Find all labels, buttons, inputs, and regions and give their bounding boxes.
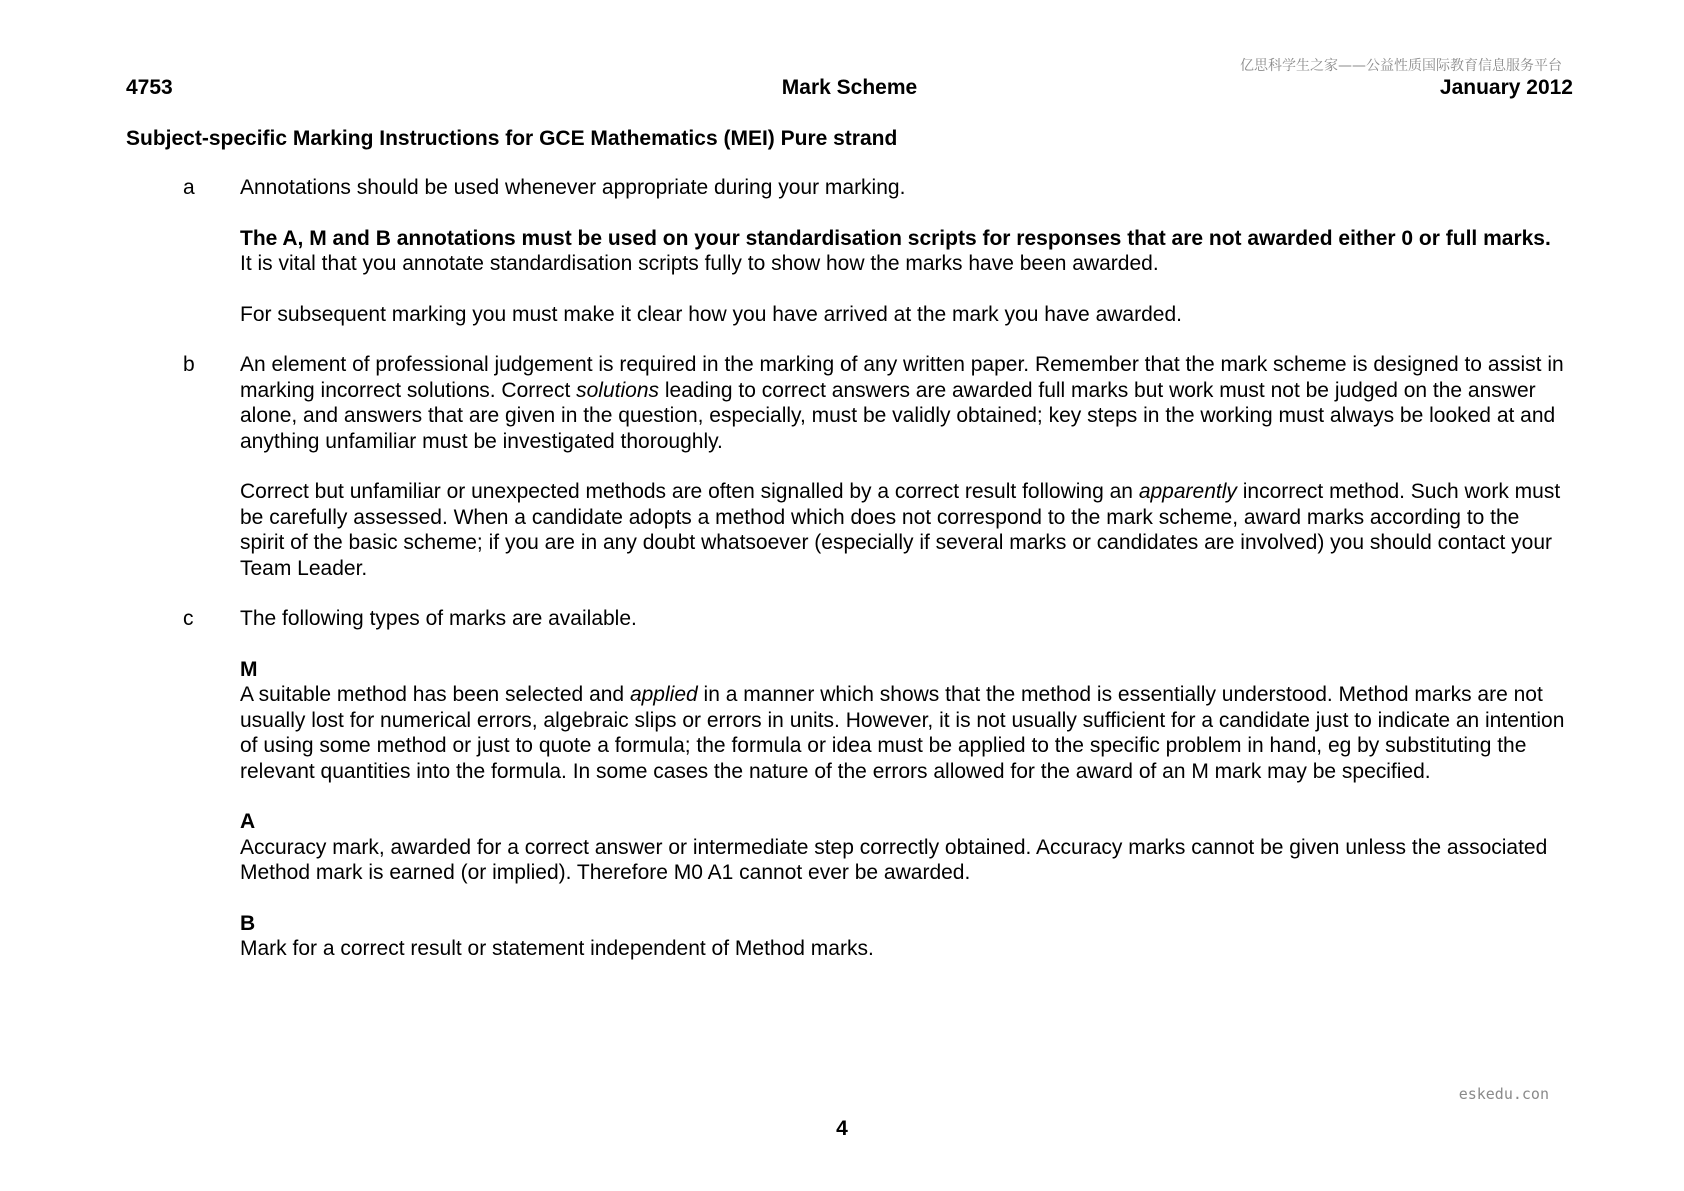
italic-text: applied: [629, 683, 698, 706]
paragraph-text: A suitable method has been selected and: [240, 683, 630, 706]
item-label: c: [183, 607, 194, 630]
paragraph-text: leading to correct answers are awarded full marks but work must not be judged on the answer alone, and answers that are given in the question, especially, must be validly obtained; key steps in the working must always be looked at and anything unfamiliar must be investigated thoroughly.: [240, 378, 1556, 453]
paragraph: For subsequent marking you must make it clear how you have arrived at the mark you have awarded.: [240, 302, 1182, 326]
mark-type-description: Accuracy mark, awarded for a correct answer or intermediate step correctly obtained. Accuracy marks cannot be given unless the associated Method mark is earned (or implied). Therefore M0 A1 cannot ever be awarded.: [240, 835, 1548, 884]
instruction-item-a: [126, 175, 1566, 327]
watermark-top-text: 亿思科学生之家——公益性质国际教育信息服务平台: [1240, 58, 1562, 74]
italic-text: apparently: [1138, 480, 1237, 503]
italic-text: solutions: [576, 378, 660, 402]
instruction-item-b: [126, 352, 1566, 581]
paper-code: 4753: [126, 76, 173, 99]
paragraph: [240, 226, 1566, 277]
mark-type-heading: M: [240, 657, 258, 681]
paragraph-text: Correct but unfamiliar or unexpected methods are often signalled by a correct result following an: [240, 480, 1139, 503]
mark-type-heading: B: [240, 911, 256, 935]
mark-type-b: [240, 911, 1566, 962]
paragraph: [240, 479, 1566, 581]
paragraph: The following types of marks are available.: [240, 607, 637, 630]
exam-date: January 2012: [1439, 76, 1573, 99]
item-label: b: [183, 353, 195, 376]
paragraph-text: incorrect method. Such work must be carefully assessed. When a candidate adopts a method which does not correspond to the mark scheme, award marks according to the spirit of the basic scheme; if you are in any doubt whatsoever (especially if several marks or candidates are involved) you should contact your Team Leader.: [240, 480, 1561, 580]
mark-type-a: [240, 809, 1566, 886]
paragraph-text: An element of professional judgement is required in the marking of any written paper. Remember that the mark scheme is designed to assist in marking incorrect solutions. Correct: [240, 353, 1564, 402]
section-title: Subject-specific Marking Instructions for GCE Mathematics (MEI) Pure strand: [126, 127, 898, 150]
page-number: 4: [836, 1117, 848, 1140]
instruction-list: [126, 175, 1566, 987]
mark-type-description: [240, 682, 1566, 784]
emphasis-text: The A, M and B annotations must be used on your standardisation scripts for responses that are not awarded either 0 or full marks.: [240, 226, 1551, 250]
mark-type-m: [240, 657, 1566, 785]
instruction-item-c: [126, 606, 1566, 962]
paragraph: Annotations should be used whenever appropriate during your marking.: [240, 176, 906, 199]
mark-type-heading: A: [240, 810, 256, 833]
paragraph-text: It is vital that you annotate standardisation scripts fully to show how the marks have been awarded.: [240, 252, 1159, 275]
paragraph-text: in a manner which shows that the method is essentially understood. Method marks are not usually lost for numerical errors, algebraic slips or errors in units. However, it is not usually sufficient for a candidate just to indicate an intention of using some method or just to quote a formula; the formula or idea must be applied to the specific problem in hand, eg by substituting the relevant quantities into the formula. In some cases the nature of the errors allowed for the award of an M mark may be specified.: [240, 683, 1565, 783]
paragraph: [240, 352, 1566, 454]
watermark-bottom-text: eskedu.con: [1458, 1085, 1549, 1103]
mark-type-description: Mark for a correct result or statement independent of Method marks.: [240, 937, 874, 960]
header-title: Mark Scheme: [781, 76, 918, 99]
item-label: a: [183, 176, 195, 199]
